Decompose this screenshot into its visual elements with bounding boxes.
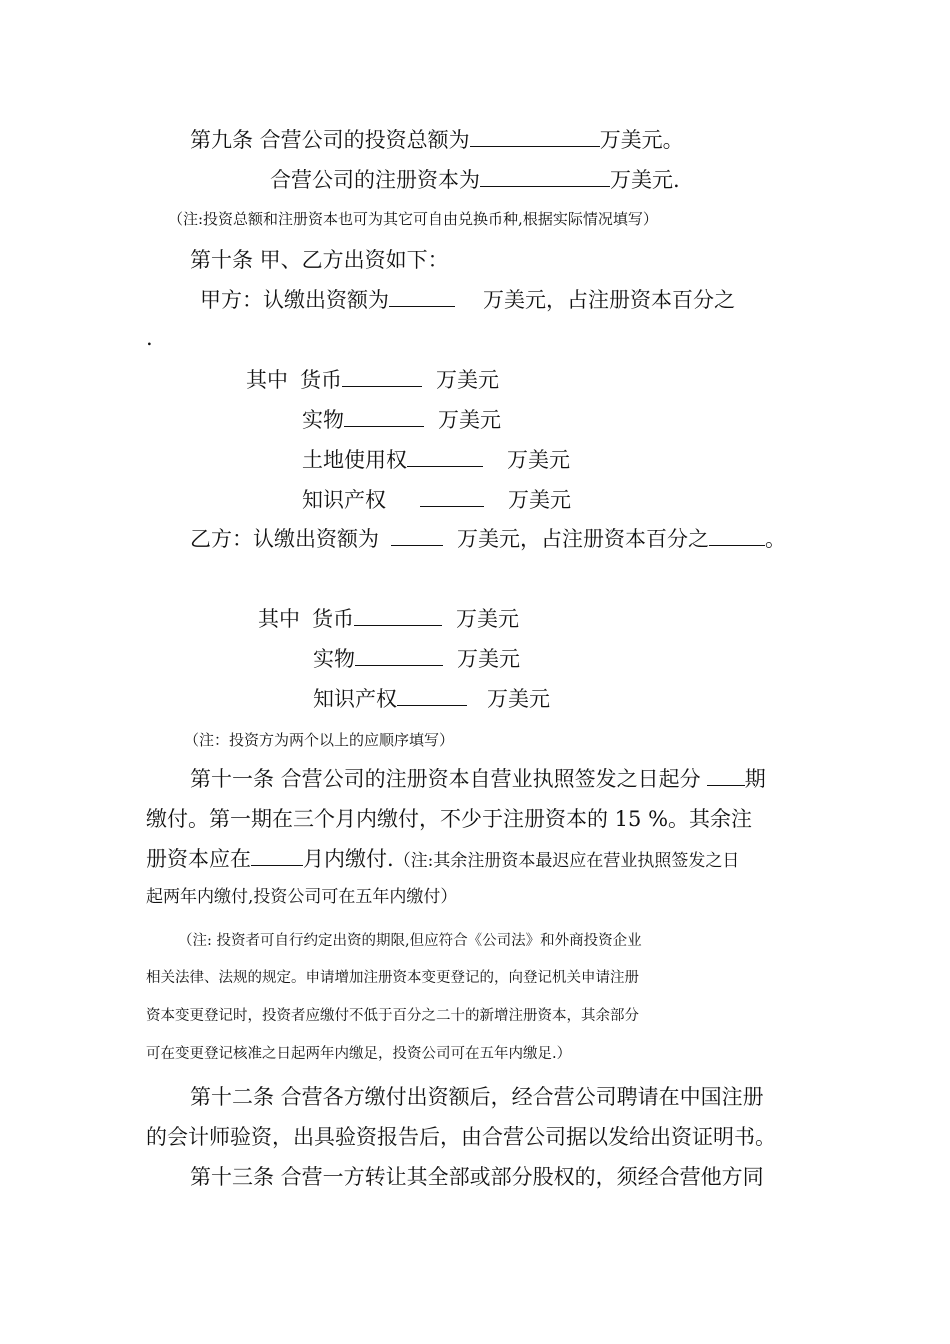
party-b-item-label: 实物 — [313, 647, 355, 671]
party-a-subscription-line — [200, 286, 735, 314]
art13-line-1: 第十三条 合营一方转让其全部或部分股权的，须经合营他方同 — [190, 1165, 764, 1189]
art11-note-line-2: 相关法律、法规的规定。申请增加注册资本变更登记的，向登记机关申请注册 — [146, 970, 639, 986]
art11-line-3-unit: 月内缴付. — [303, 847, 394, 871]
art10-heading: 第十条 甲、乙方出资如下： — [190, 248, 449, 272]
art12-line-1: 第十二条 合营各方缴付出资额后，经合营公司聘请在中国注册 — [190, 1085, 764, 1109]
party-a-item-label: 知识产权 — [302, 488, 386, 512]
art12-line-2: 的会计师验资，出具验资报告后，由合营公司据以发给出资证明书。 — [146, 1125, 776, 1149]
party-b-in-kind-blank[interactable] — [355, 645, 443, 666]
party-b-end: 。 — [765, 527, 786, 551]
party-a-item-unit: 万美元 — [436, 368, 499, 392]
party-a-item-unit: 万美元 — [508, 488, 571, 512]
art11-line-3-text: 册资本应在 — [146, 847, 251, 871]
party-b-subscription-line — [190, 525, 786, 553]
party-b-item-unit: 万美元 — [457, 647, 520, 671]
installment-count-blank[interactable] — [707, 765, 745, 786]
party-a-land-blank[interactable] — [407, 446, 483, 467]
party-b-percent-blank[interactable] — [709, 525, 765, 546]
party-a-ip-blank[interactable] — [420, 486, 484, 507]
party-a-in-kind-blank[interactable] — [344, 406, 424, 427]
party-b-qizhong-label: 其中 — [258, 607, 300, 631]
party-a-item-ip — [302, 486, 571, 514]
art9-registered-capital-text: 合营公司的注册资本为 — [270, 168, 480, 192]
party-a-continuation: . — [146, 326, 153, 350]
party-a-item-label: 货币 — [300, 368, 342, 392]
party-b-currency-blank[interactable] — [354, 605, 442, 626]
party-b-item-label: 货币 — [312, 607, 354, 631]
art9-registered-capital-unit: 万美元. — [610, 168, 680, 192]
party-b-ip-blank[interactable] — [397, 685, 467, 706]
party-a-qizhong-label: 其中 — [246, 368, 288, 392]
art11-line-3-note: （注:其余注册资本最迟应在营业执照签发之日 — [393, 851, 740, 871]
remaining-months-blank[interactable] — [251, 845, 303, 866]
party-b-amount-blank[interactable] — [391, 525, 443, 546]
art9-total-investment-unit: 万美元。 — [599, 128, 684, 152]
art11-note-line-4: 可在变更登记核准之日起两年内缴足，投资公司可在五年内缴足.） — [146, 1046, 572, 1062]
art11-note-line-3: 资本变更登记时，投资者应缴付不低于百分之二十的新增注册资本，其余部分 — [146, 1008, 639, 1024]
art9-note: （注:投资总额和注册资本也可为其它可自由兑换币种,根据实际情况填写） — [168, 210, 658, 228]
party-a-amount-blank[interactable] — [389, 286, 455, 307]
party-b-item-unit: 万美元 — [487, 687, 550, 711]
art9-total-investment-text: 第九条 合营公司的投资总额为 — [190, 128, 470, 152]
art9-total-investment-line — [190, 126, 684, 154]
art10-note: （注：投资方为两个以上的应顺序填写） — [184, 731, 455, 749]
total-investment-blank[interactable] — [470, 126, 600, 147]
art11-line-1-end: 期 — [744, 767, 766, 791]
party-a-item-in-kind — [302, 406, 501, 434]
party-a-item-unit: 万美元 — [507, 448, 570, 472]
art11-line-1 — [190, 765, 766, 793]
party-a-currency-blank[interactable] — [342, 366, 422, 387]
party-b-item-label: 知识产权 — [313, 687, 397, 711]
art11-line-2: 缴付。第一期在三个月内缴付，不少于注册资本的 15 %。其余注 — [146, 807, 753, 831]
party-b-share-text: 万美元，占注册资本百分之 — [457, 527, 709, 551]
art11-line-3 — [146, 845, 739, 875]
party-b-item-currency — [258, 605, 519, 633]
party-a-item-label: 实物 — [302, 408, 344, 432]
party-b-item-in-kind — [313, 645, 520, 673]
party-a-item-currency — [246, 366, 499, 394]
party-a-item-land-use-right — [302, 446, 570, 474]
registered-capital-blank[interactable] — [480, 166, 610, 187]
party-b-subscription-text: 乙方：认缴出资额为 — [190, 527, 379, 551]
art11-line-4: 起两年内缴付,投资公司可在五年内缴付） — [146, 887, 458, 907]
party-a-item-unit: 万美元 — [438, 408, 501, 432]
art11-line-1-text: 第十一条 合营公司的注册资本自营业执照签发之日起分 — [190, 767, 701, 791]
party-a-item-label: 土地使用权 — [302, 448, 407, 472]
art9-registered-capital-line — [270, 166, 680, 194]
party-a-subscription-text: 甲方：认缴出资额为 — [200, 288, 389, 312]
party-a-share-text: 万美元，占注册资本百分之 — [483, 288, 735, 312]
party-b-item-unit: 万美元 — [456, 607, 519, 631]
art11-note-line-1: （注: 投资者可自行约定出资的期限,但应符合《公司法》和外商投资企业 — [178, 933, 642, 949]
party-b-item-ip — [313, 685, 550, 713]
